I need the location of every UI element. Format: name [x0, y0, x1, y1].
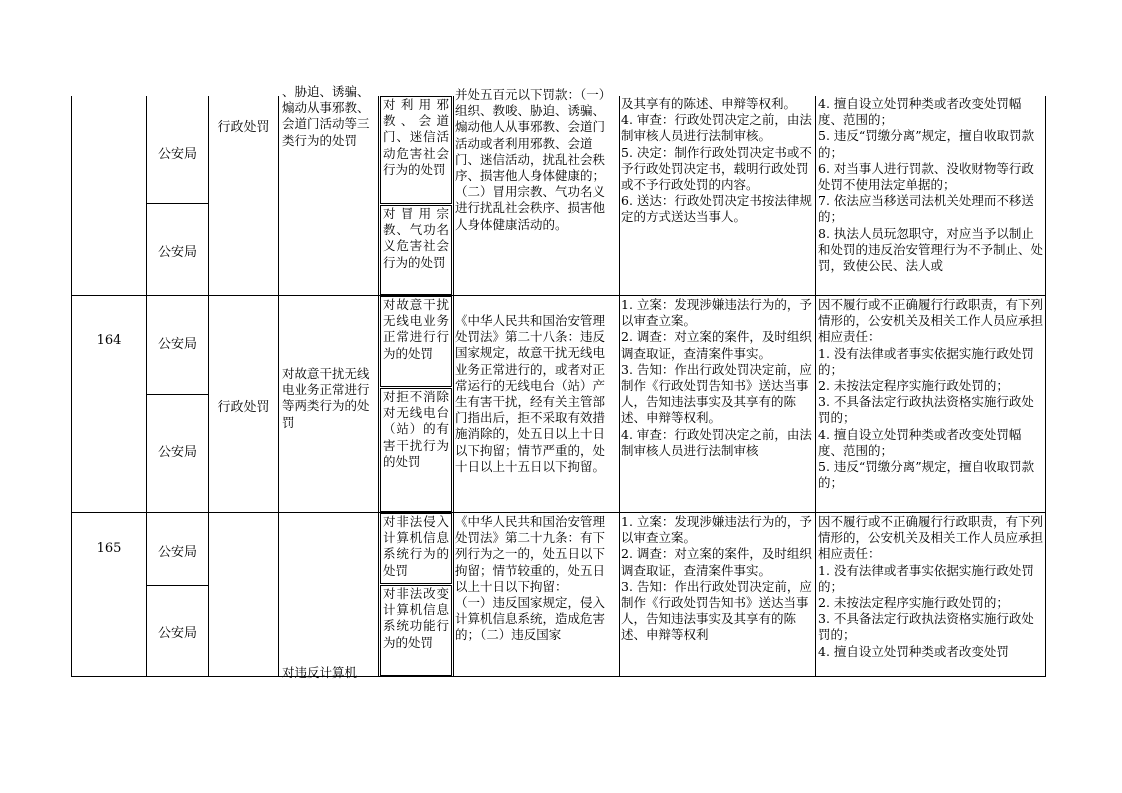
procedure-cell: 及其享有的陈述、申辩等权利。 4. 审查：行政处罚决定之前，由法制审核人员进行法制审核。 5. 决定：制作行政处罚决定书或不予行政处罚决定书，载明行政处罚或不予行政处罚的内容。 6. 送达：行政处罚决定书按法律规定的方式送达当事人。 [621, 96, 812, 225]
sub-item-box [380, 205, 452, 295]
legal-basis-cell: 《中华人民共和国治安管理处罚法》第二十九条：有下列行为之一的，处五日以下拘留；情节较重的，处五日以上十日以下拘留： （一）违反国家规定，侵入计算机信息系统，造成危害的；（二）违反国家 [455, 514, 606, 643]
grid-line [453, 96, 454, 676]
liability-cell: 因不履行或不正确履行行政职责，有下列情形的，公安机关及相关工作人员应承担相应责任： 1. 没有法律或者事实依据实施行政处罚的； 2. 未按法定程序实施行政处罚的； 3. 不具备法定行政执法资格实施行政处罚的； 4. 擅自设立处罚种类或者改变处罚 [818, 514, 1044, 659]
procedure-cell: 1. 立案：发现涉嫌违法行为的，予以审查立案。 2. 调查：对立案的案件，及时组织调查取证，查清案件事实。 3. 告知：作出行政处罚决定前，应制作《行政处罚告知书》送达当事人，告知违法事实及其享有的陈述、申辩等权利 [621, 514, 812, 643]
sub-item-box [380, 96, 452, 204]
department-cell: 公安局 [157, 147, 197, 162]
sub-item-text: 对非法侵入计算机信息系统行为的处罚 [383, 514, 449, 578]
grid-line [378, 96, 379, 676]
grid-line [146, 96, 147, 676]
grid-line [815, 96, 816, 676]
department-cell: 公安局 [157, 545, 197, 560]
grid-line [1045, 96, 1046, 676]
grid-line [146, 203, 208, 204]
item-name-cell: 、胁迫、诱骗、煽动从事邪教、会道门活动等三类行为的处罚 [282, 84, 370, 148]
sub-item-text: 对非法改变计算机信息系统功能行为的处罚 [383, 586, 449, 650]
legal-basis-cell: 并处五百元以下罚款：（一）组织、教唆、胁迫、诱骗、煽动他人从事邪教、会道门活动或者利用邪教、会道门、迷信活动，扰乱社会秩序、损害他人身体健康的；（二）冒用宗教、气功名义进行扰乱社会秩序、损害他人身体健康活动的。 [455, 87, 612, 232]
sub-item-text: 对冒用宗教、气功名义危害社会行为的处罚 [383, 206, 449, 270]
grid-line [71, 295, 1046, 296]
legal-basis-cell: 《中华人民共和国治安管理处罚法》第二十八条：违反国家规定，故意干扰无线电业务正常进行的，或者对正常运行的无线电台（站）产生有害干扰，经有关主管部门指出后，拒不采取有效措施消除的，处五日以上十日以下拘留；情节严重的，处十日以上十五日以下拘留。 [455, 313, 606, 474]
grid-line [278, 96, 279, 676]
item-name-cell: 对故意干扰无线电业务正常进行等两类行为的处罚 [282, 366, 370, 430]
category-cell: 行政处罚 [217, 400, 270, 415]
department-cell: 公安局 [157, 445, 197, 460]
category-cell: 行政处罚 [217, 120, 270, 135]
department-cell: 公安局 [157, 245, 197, 260]
grid-line [146, 394, 208, 395]
row-number: 164 [96, 333, 122, 348]
sub-item-box [380, 296, 452, 387]
grid-line [71, 96, 72, 676]
sub-item-box [380, 388, 452, 512]
grid-line [208, 96, 209, 676]
liability-cell: 4. 擅自设立处罚种类或者改变处罚幅度、范围的； 5. 违反“罚缴分离”规定，擅自收取罚款的； 6. 对当事人进行罚款、没收财物等行政处罚不使用法定单据的； 7. 依法应当移送司法机关处理而不移送的； 8. 执法人员玩忽职守，对应当予以制止和处罚的违反治安管理行为不予制止、处罚，致使公民、法人或 [818, 96, 1044, 274]
grid-line [71, 676, 1046, 677]
sub-item-box [380, 513, 452, 584]
sub-item-text: 对故意干扰无线电业务正常进行行为的处罚 [383, 297, 449, 361]
grid-line [71, 512, 1046, 513]
grid-line [619, 96, 620, 676]
sub-item-box [380, 585, 452, 676]
grid-line [146, 585, 208, 586]
procedure-cell: 1. 立案：发现涉嫌违法行为的，予以审查立案。 2. 调查：对立案的案件，及时组织调查取证，查清案件事实。 3. 告知：作出行政处罚决定前，应制作《行政处罚告知书》送达当事人，告知违法事实及其享有的陈述、申辩等权利。 4. 审查：行政处罚决定之前，由法制审核人员进行法制审核 [621, 297, 812, 458]
item-name-cell: 对违反计算机 [282, 665, 358, 680]
liability-cell: 因不履行或不正确履行行政职责，有下列情形的，公安机关及相关工作人员应承担相应责任： 1. 没有法律或者事实依据实施行政处罚的； 2. 未按法定程序实施行政处罚的； 3. 不具备法定行政执法资格实施行政处罚的； 4. 擅自设立处罚种类或者改变处罚幅度、范围的； 5. 违反“罚缴分离”规定，擅自收取罚款的； [818, 297, 1044, 491]
department-cell: 公安局 [157, 337, 197, 352]
sub-item-text: 对利用邪教、会道门、迷信活动危害社会行为的处罚 [383, 97, 449, 177]
row-number: 165 [96, 541, 122, 556]
sub-item-text: 对拒不消除对无线电台（站）的有害干扰行为的处罚 [383, 389, 449, 469]
department-cell: 公安局 [157, 626, 197, 641]
